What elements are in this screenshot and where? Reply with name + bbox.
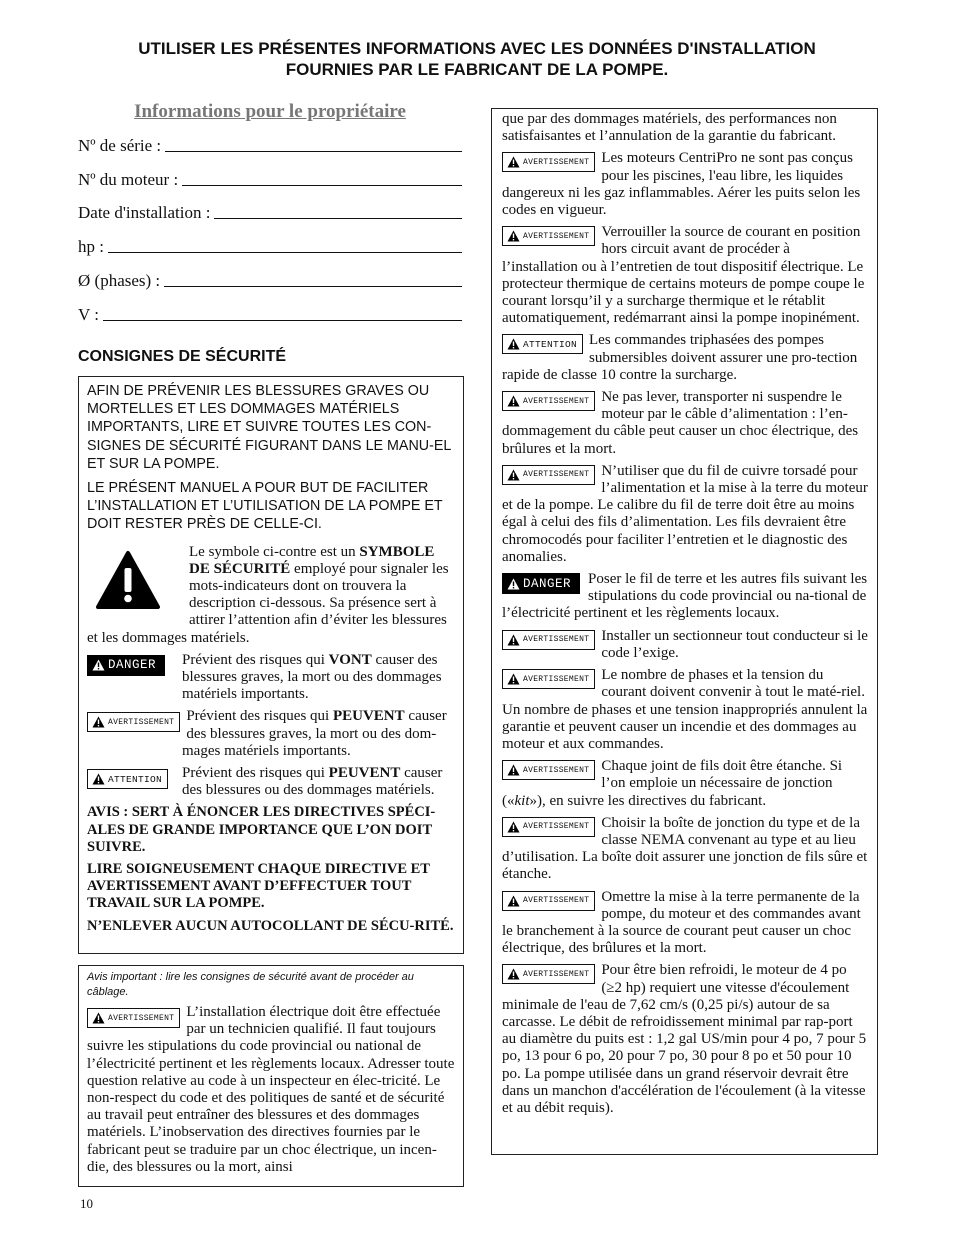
install-date-field[interactable] xyxy=(78,199,462,223)
warning-text: Pour être bien refroidi, le moteur de 4 po (≥2 hp) requiert une vitesse d'écoulement minimale de l'eau de 7,62 cm/s (0,25 pi/s) autour de sa carcasse. Le débit de refroidissement minimal par rap-port au diamètre du puits est : 1,2 gal US/min pour 4 po, 7 pour 5 po, 13 pour 6 po, 20 pour 7 po, 30 pour 8 po et 50 pour 10 po. La pompe utilisée dans un grand réservoir devrait être dans un manchon d'accélération de l'écoulement (à la vitesse et au débit requis). xyxy=(502,962,867,1116)
avertissement-badge: AVERTISSEMENT xyxy=(502,226,595,246)
warning-item xyxy=(502,815,868,884)
safety-symbol-block xyxy=(87,544,455,652)
warning-text: Les moteurs CentriPro ne sont pas conçus pour les piscines, l'eau libre, les liquides dangereux ni les gaz inflammables. Aérer les puits selon les codes en vigueur. xyxy=(502,150,861,219)
field-label: Nº du moteur : xyxy=(78,170,179,189)
header-line-1: UTILISER LES PRÉSENTES INFORMATIONS AVEC LES DONNÉES D'INSTALLATION xyxy=(138,39,816,58)
warning-triangle-icon xyxy=(507,578,520,590)
warning-item xyxy=(502,889,868,958)
warning-triangle-icon xyxy=(92,773,105,785)
warning-triangle-icon xyxy=(507,968,520,980)
electrical-installation-text: L’installation électrique doit être effectuée par un technicien qualifié. Il faut toujours suivre les stipulations du code provincial ou national de l’électricité pertinent et les règlements locaux. Adresser toute question relative au code à un inspecteur en élec-tricité. Le non-respect du code et des politiques de santé et de sécurité au travail peut entraîner des blessures et des dommages matériels. L’inobservation des directives fournies par le fabricant peut se traduire par un choc électrique, un incen-die, des blessures ou la mort, ainsi xyxy=(87,1004,455,1175)
warning-triangle-icon xyxy=(92,659,105,671)
field-label: hp : xyxy=(78,237,104,256)
serial-number-field[interactable] xyxy=(78,132,462,156)
attention-definition xyxy=(87,765,455,799)
electrical-notice-box xyxy=(78,965,464,1187)
warning-triangle-icon xyxy=(507,395,520,407)
warning-triangle-icon xyxy=(507,338,520,350)
voltage-field[interactable] xyxy=(78,301,462,325)
motor-number-field[interactable] xyxy=(78,166,462,190)
avertissement-badge: AVERTISSEMENT xyxy=(87,1008,180,1028)
read-carefully-text: LIRE SOIGNEUSEMENT CHAQUE DIRECTIVE ET AVERTISSEMENT AVANT D’EFFECTUER TOUT TRAVAIL SUR LA POMPE. xyxy=(87,861,430,912)
avertissement-definition xyxy=(87,708,455,760)
warning-triangle-icon xyxy=(507,673,520,685)
warning-item xyxy=(502,463,868,566)
warning-item xyxy=(502,667,868,753)
warning-triangle-icon xyxy=(507,634,520,646)
field-label: V : xyxy=(78,305,99,324)
avertissement-badge: AVERTISSEMENT xyxy=(87,712,180,732)
fill-line xyxy=(108,252,462,253)
warning-text: Omettre la mise à la terre permanente de la pompe, du moteur et des commandes avant le branchement à la source de courant peut causer un choc électrique, des brûlures et la mort. xyxy=(502,888,861,957)
warning-triangle-icon xyxy=(507,230,520,242)
avertissement-definition-text: Prévient des risques qui PEUVENT causer des blessures graves, la mort ou des dom-mages matériels importants. xyxy=(182,708,447,759)
warning-item xyxy=(502,758,868,810)
header-line-2: FOURNIES PAR LE FABRICANT DE LA POMPE. xyxy=(285,60,669,79)
fill-line xyxy=(103,320,462,321)
warning-text: Les commandes triphasées des pompes submersibles doivent assurer une pro-tection rapide de classe 10 contre la surcharge. xyxy=(502,332,858,383)
avis-text: AVIS : SERT À ÉNONCER LES DIRECTIVES SPÉCI-ALES DE GRANDE IMPORTANCE QUE L’ON DOIT SUIVRE. xyxy=(87,804,436,855)
warning-triangle-icon xyxy=(95,550,161,610)
warning-triangle-icon xyxy=(507,895,520,907)
warnings-box xyxy=(491,108,878,1155)
avertissement-badge: AVERTISSEMENT xyxy=(502,152,595,172)
warning-triangle-icon xyxy=(507,469,520,481)
attention-badge: ATTENTION xyxy=(502,334,583,354)
important-notice: Avis important : lire les consignes de sécurité avant de procéder au câblage. xyxy=(87,971,414,998)
fill-line xyxy=(214,218,462,219)
attention-badge: ATTENTION xyxy=(87,769,168,789)
warning-item xyxy=(502,962,868,1117)
danger-definition-text: Prévient des risques qui VONT causer des blessures graves, la mort ou des dommages matériels importants. xyxy=(182,651,442,703)
continued-text: que par des dommages matériels, des performances non satisfaisantes et l’annulation de la garantie du fabricant. xyxy=(502,111,837,145)
warning-text: Choisir la boîte de jonction du type et de la classe NEMA convenant au type et au lieu d’utilisation. La boîte doit assurer une jonction de fils sûre et étanche. xyxy=(502,814,868,883)
manual-purpose-paragraph: LE PRÉSENT MANUEL A POUR BUT DE FACILITER L’INSTALLATION ET L’UTILISATION DE LA POMPE ET DOIT RESTER PRÈS DE CELLE-CI. xyxy=(87,480,443,533)
warning-text: Ne pas lever, transporter ni suspendre le moteur par le câble d’alimentation : l’en-dommagement du câble peut causer un choc électrique, des brûlures et la mort. xyxy=(502,389,859,457)
avertissement-badge: AVERTISSEMENT xyxy=(502,760,595,780)
page-header xyxy=(40,38,914,80)
warning-item xyxy=(502,628,868,662)
phases-field[interactable] xyxy=(78,267,462,291)
warning-triangle-icon xyxy=(507,156,520,168)
field-label: Nº de série : xyxy=(78,136,162,155)
avertissement-badge: AVERTISSEMENT xyxy=(502,669,595,689)
warning-item xyxy=(502,389,868,458)
warning-text: Verrouiller la source de courant en position hors circuit avant de procéder à l’installation ou à l’entretien de tout dispositif électrique. Le protecteur thermique de certains moteurs de pompe coupe le courant lorsqu’il y a surcharge thermique et le rétablit automatiquement, redémarrant ainsi la pompe inopinément. xyxy=(502,224,865,327)
avertissement-badge: AVERTISSEMENT xyxy=(502,891,595,911)
warning-item xyxy=(502,332,868,384)
safety-intro-paragraph: AFIN DE PRÉVENIR LES BLESSURES GRAVES OU MORTELLES ET LES DOMMAGES MATÉRIELS IMPORTANTS, LIRE ET SUIVRE TOUTES LES CON-SIGNES DE SÉCURITÉ FIGURANT DANS LE MANU-EL ET SUR LA POMPE. xyxy=(87,383,451,472)
do-not-remove-stickers-text: N’ENLEVER AUCUN AUTOCOLLANT DE SÉCU-RITÉ. xyxy=(87,917,454,934)
safety-symbol-text: Le symbole ci-contre est un SYMBOLE DE SÉCURITÉ employé pour signaler les mots-indicateurs dont on trouvera la description ci-dessous. Sa présence sert à attirer l’attention afin d’éviter les blessures et les dommages matériels. xyxy=(87,543,449,646)
page-number: 10 xyxy=(80,1196,93,1211)
attention-definition-text: Prévient des risques qui PEUVENT causer des blessures ou des dommages matériels. xyxy=(182,765,443,799)
fill-line xyxy=(164,286,462,287)
danger-badge: DANGER xyxy=(502,573,580,594)
safety-heading: CONSIGNES DE SÉCURITÉ xyxy=(78,348,287,365)
hp-field[interactable] xyxy=(78,233,462,257)
fill-line xyxy=(165,151,462,152)
fill-line xyxy=(182,185,462,186)
warning-text: N’utiliser que du fil de cuivre torsadé pour l’alimentation et la mise à la terre du moteur et de la pompe. Le calibre du fil de terre doit être au moins égal à celui des fils d’alimentation. Les fils devraient être chromocodés pour faciliter l’entretien et le diagnostic des anomalies. xyxy=(502,462,868,565)
danger-definition xyxy=(87,652,455,704)
warning-text: Chaque joint de fils doit être étanche. Si l’on emploie un nécessaire de jonction («kit»), en suivre les directives du fabricant. xyxy=(502,758,843,809)
avertissement-badge: AVERTISSEMENT xyxy=(502,630,595,650)
warning-item xyxy=(502,150,868,219)
warning-item xyxy=(502,224,868,327)
field-label: Date d'installation : xyxy=(78,203,211,222)
safety-instructions-box xyxy=(78,376,464,954)
owner-info-title: Informations pour le propriétaire xyxy=(134,101,406,122)
warning-triangle-icon xyxy=(507,821,520,833)
danger-badge: DANGER xyxy=(87,655,165,676)
warning-text: Poser le fil de terre et les autres fils suivant les stipulations du code provincial ou na-tional de l’électricité pertinent et les règlements locaux. xyxy=(502,571,868,622)
warning-text: Installer un sectionneur tout conducteur si le code l’exige. xyxy=(601,627,868,661)
avertissement-badge: AVERTISSEMENT xyxy=(502,391,595,411)
warning-text: Le nombre de phases et la tension du courant doivent convenir à tout le maté-riel. Un nombre de phases et une tension inappropriés annulent la garantie et peuvent causer un incendie et des dommages au moteur et aux commandes. xyxy=(502,667,868,752)
warning-item xyxy=(502,571,868,623)
avertissement-badge: AVERTISSEMENT xyxy=(502,465,595,485)
warning-triangle-icon xyxy=(92,1012,105,1024)
warning-triangle-icon xyxy=(507,764,520,776)
warning-triangle-icon xyxy=(92,716,105,728)
avertissement-badge: AVERTISSEMENT xyxy=(502,817,595,837)
field-label: Ø (phases) : xyxy=(78,271,161,290)
avertissement-badge: AVERTISSEMENT xyxy=(502,964,595,984)
